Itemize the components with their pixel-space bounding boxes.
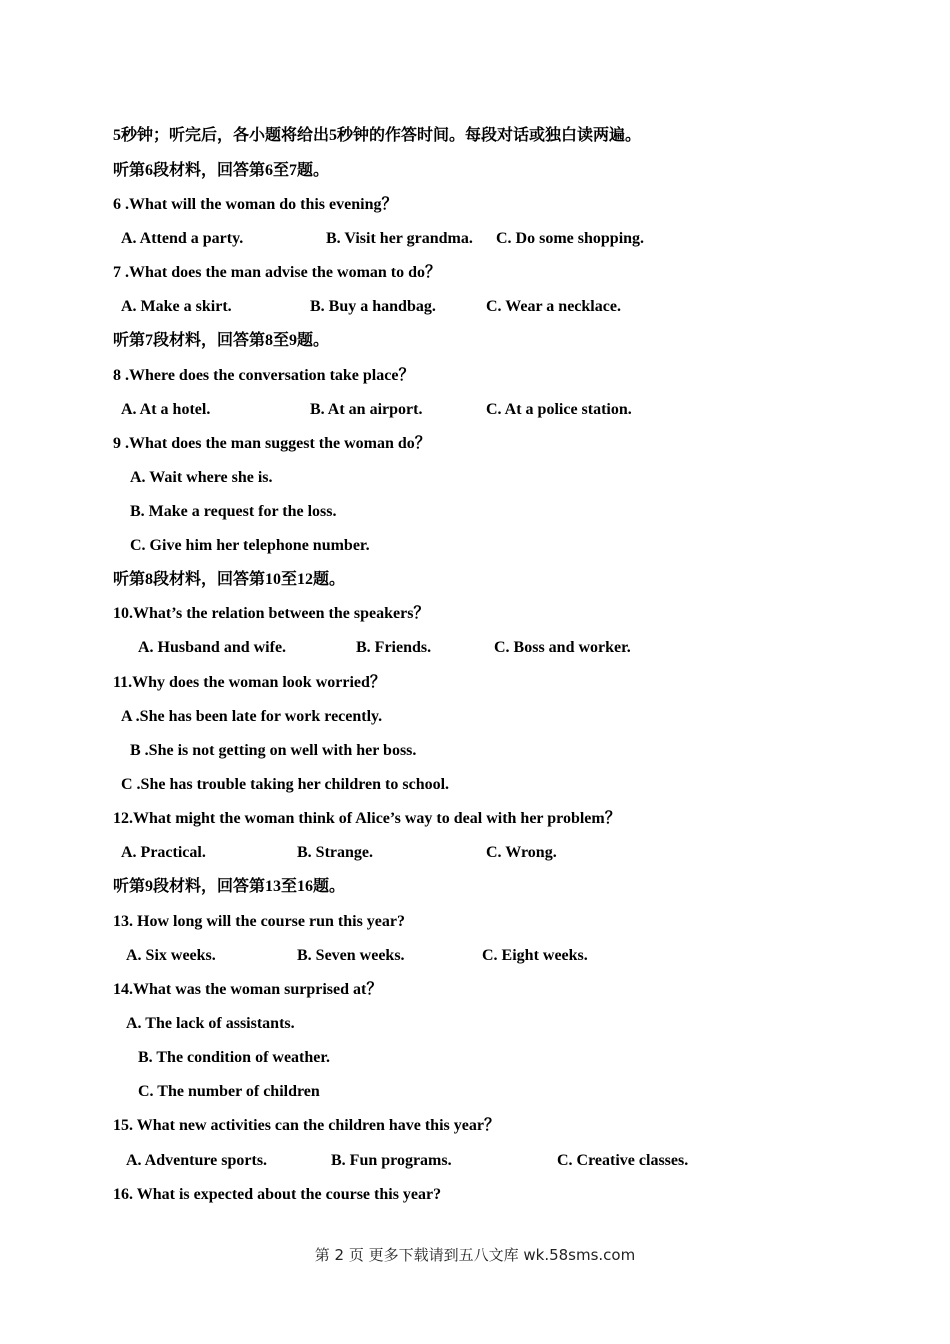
question-8: 8 .Where does the conversation take place？ xyxy=(113,367,415,384)
q10-option-a: A. Husband and wife. xyxy=(138,639,287,656)
q8-option-c: C. At a police station. xyxy=(486,401,632,418)
question-14: 14.What was the woman surprised at？ xyxy=(113,981,383,998)
q12-option-a: A. Practical. xyxy=(121,844,206,861)
q6-option-c: C. Do some shopping. xyxy=(496,230,645,247)
q7-option-b: B. Buy a handbag. xyxy=(310,298,436,315)
q8-option-a: A. At a hotel. xyxy=(121,401,211,418)
q15-option-b: B. Fun programs. xyxy=(331,1152,452,1169)
q13-option-c: C. Eight weeks. xyxy=(482,947,588,964)
section-header-7: 听第7段材料，回答第8至9题。 xyxy=(113,332,330,349)
q11-option-b: B .She is not getting on well with her boss. xyxy=(130,742,417,759)
instruction-text: 5秒钟；听完后，各小题将给出5秒钟的作答时间。每段对话或独白读两遍。 xyxy=(113,127,642,144)
q15-option-a: A. Adventure sports. xyxy=(126,1152,268,1169)
q13-option-a: A. Six weeks. xyxy=(126,947,216,964)
q6-option-b: B. Visit her grandma. xyxy=(326,230,473,247)
section-header-9: 听第9段材料，回答第13至16题。 xyxy=(113,878,346,895)
page-footer: 第 2 页 更多下载请到五八文库 wk.58sms.com xyxy=(314,1246,636,1264)
question-16: 16. What is expected about the course this year? xyxy=(113,1186,442,1203)
q15-option-c: C. Creative classes. xyxy=(557,1152,689,1169)
section-header-6: 听第6段材料，回答第6至7题。 xyxy=(113,162,330,179)
question-10: 10.What’s the relation between the speakers？ xyxy=(113,605,430,622)
q12-option-c: C. Wrong. xyxy=(486,844,557,861)
question-11: 11.Why does the woman look worried？ xyxy=(113,674,386,691)
question-6: 6 .What will the woman do this evening？ xyxy=(113,196,398,213)
q7-option-a: A. Make a skirt. xyxy=(121,298,232,315)
q9-option-b: B. Make a request for the loss. xyxy=(130,503,337,520)
q10-option-b: B. Friends. xyxy=(356,639,432,656)
question-13: 13. How long will the course run this year? xyxy=(113,913,405,930)
q6-option-a: A. Attend a party. xyxy=(121,230,244,247)
q9-option-a: A. Wait where she is. xyxy=(130,469,273,486)
q13-option-b: B. Seven weeks. xyxy=(297,947,405,964)
q12-option-b: B. Strange. xyxy=(297,844,373,861)
question-15: 15. What new activities can the children have this year？ xyxy=(113,1117,500,1134)
q7-option-c: C. Wear a necklace. xyxy=(486,298,621,315)
q14-option-b: B. The condition of weather. xyxy=(138,1049,331,1066)
question-12: 12.What might the woman think of Alice’s way to deal with her problem？ xyxy=(113,810,621,827)
q14-option-c: C. The number of children xyxy=(138,1083,320,1100)
q14-option-a: A. The lack of assistants. xyxy=(126,1015,295,1032)
question-9: 9 .What does the man suggest the woman do？ xyxy=(113,435,431,452)
q11-option-a: A .She has been late for work recently. xyxy=(121,708,383,725)
q10-option-c: C. Boss and worker. xyxy=(494,639,631,656)
q8-option-b: B. At an airport. xyxy=(310,401,423,418)
q9-option-c: C. Give him her telephone number. xyxy=(130,537,370,554)
section-header-8: 听第8段材料，回答第10至12题。 xyxy=(113,571,346,588)
question-7: 7 .What does the man advise the woman to do？ xyxy=(113,264,442,281)
q11-option-c: C .She has trouble taking her children to school. xyxy=(121,776,450,793)
